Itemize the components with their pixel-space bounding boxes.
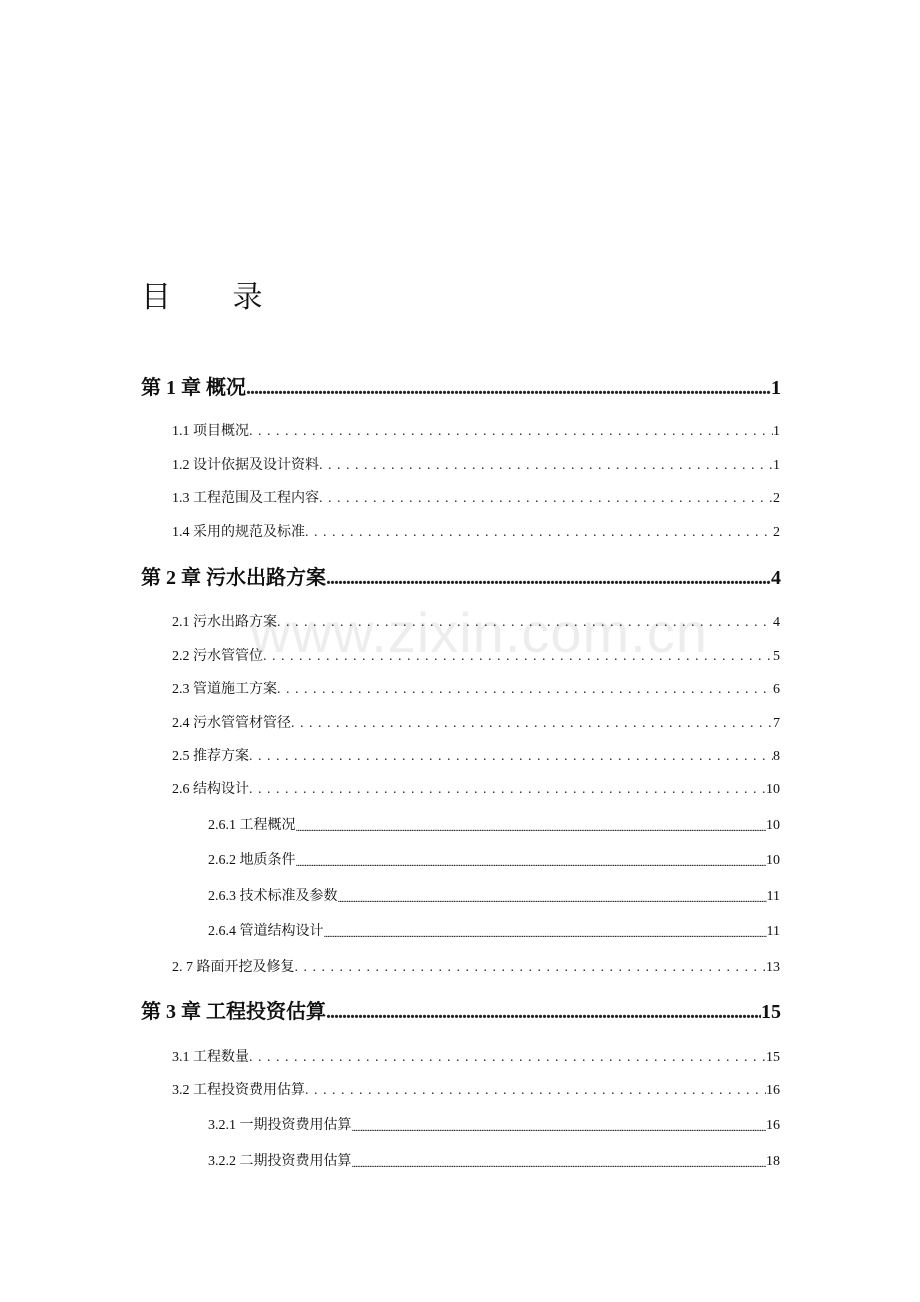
toc-subsection-2-6-3[interactable] — [208, 883, 780, 905]
toc-leader — [277, 615, 773, 631]
toc-section-1-3[interactable] — [172, 485, 780, 507]
toc-subsection-2-6-1[interactable] — [208, 812, 780, 834]
toc-page-number: 2 — [773, 491, 780, 506]
toc-subsection-2-6-2[interactable] — [208, 847, 780, 869]
toc-label: 2.6.2 地质条件 — [208, 853, 296, 868]
toc-label: 第 2 章 污水出路方案 — [141, 567, 326, 589]
toc-label: 3.2 工程投资费用估算 — [172, 1083, 305, 1098]
toc-label: 2.2 污水管管位 — [172, 649, 263, 664]
toc-page-number: 18 — [766, 1154, 780, 1169]
toc-leader — [291, 716, 773, 732]
toc-label: 2.6 结构设计 — [172, 782, 249, 797]
toc-section-2-3[interactable] — [172, 676, 780, 698]
toc-section-1-4[interactable] — [172, 519, 780, 541]
toc-leader — [319, 458, 773, 474]
toc-label: 第 1 章 概况 — [141, 377, 246, 399]
toc-leader — [305, 1083, 766, 1099]
toc-page-number: 4 — [773, 615, 780, 630]
toc-label: 3.2.1 一期投资费用估算 — [208, 1118, 352, 1133]
toc-label: 2.3 管道施工方案 — [172, 682, 277, 697]
toc-page-number: 11 — [766, 889, 780, 904]
toc-leader — [295, 960, 767, 976]
toc-section-3-1[interactable] — [172, 1044, 780, 1066]
toc-page-number: 13 — [766, 960, 780, 975]
toc-label: 3.1 工程数量 — [172, 1050, 249, 1065]
toc-section-2-7[interactable] — [172, 954, 780, 976]
toc-page-number: 4 — [771, 567, 781, 589]
toc-page-number: 15 — [766, 1050, 780, 1065]
toc-label: 1.2 设计依据及设计资料 — [172, 458, 319, 473]
toc-leader — [277, 682, 773, 698]
toc-page-number: 16 — [766, 1118, 780, 1133]
toc-label: 2.6.1 工程概况 — [208, 818, 296, 833]
toc-page-number: 1 — [773, 458, 780, 473]
toc-label: 2.5 推荐方案 — [172, 749, 249, 764]
toc-label: 第 3 章 工程投资估算 — [141, 1001, 326, 1023]
toc-section-2-6[interactable] — [172, 776, 780, 798]
toc-section-2-4[interactable] — [172, 710, 780, 732]
toc-subsection-2-6-4[interactable] — [208, 918, 780, 940]
toc-page-number: 5 — [773, 649, 780, 664]
toc-label: 1.3 工程范围及工程内容 — [172, 491, 319, 506]
toc-page-number: 11 — [766, 924, 780, 939]
toc-section-1-2[interactable] — [172, 452, 780, 474]
toc-page-number: 1 — [773, 424, 780, 439]
toc-leader — [338, 893, 767, 905]
toc-label: 2.4 污水管管材管径 — [172, 716, 291, 731]
toc-page-number: 2 — [773, 525, 780, 540]
toc-leader — [296, 857, 767, 869]
toc-leader — [249, 424, 773, 440]
toc-section-1-1[interactable] — [172, 418, 780, 440]
toc-page-number: 1 — [771, 377, 781, 399]
toc-page-number: 15 — [761, 1001, 781, 1023]
toc-leader — [263, 649, 773, 665]
toc-chapter-2[interactable] — [141, 560, 781, 590]
toc-label: 1.4 采用的规范及标准 — [172, 525, 305, 540]
toc-page-number: 10 — [766, 818, 780, 833]
toc-label: 3.2.2 二期投资费用估算 — [208, 1154, 352, 1169]
toc-page-number: 8 — [773, 749, 780, 764]
toc-leader — [352, 1122, 767, 1134]
toc-page-number: 16 — [766, 1083, 780, 1098]
toc-leader — [249, 749, 773, 765]
toc-subsection-3-2-2[interactable] — [208, 1148, 780, 1170]
toc-label: 1.1 项目概况 — [172, 424, 249, 439]
toc-section-2-5[interactable] — [172, 743, 780, 765]
toc-page-number: 10 — [766, 782, 780, 797]
toc-title: 目 录 — [141, 280, 289, 315]
watermark: www.zixin.com.cn — [250, 601, 708, 664]
toc-page-number: 7 — [773, 716, 780, 731]
toc-page-number: 10 — [766, 853, 780, 868]
toc-leader — [324, 928, 767, 940]
toc-section-2-1[interactable] — [172, 609, 780, 631]
toc-chapter-1[interactable] — [141, 370, 781, 400]
toc-leader — [326, 1001, 761, 1024]
toc-label: 2.1 污水出路方案 — [172, 615, 277, 630]
toc-label: 2.6.4 管道结构设计 — [208, 924, 324, 939]
toc-section-2-2[interactable] — [172, 643, 780, 665]
toc-leader — [249, 782, 766, 798]
toc-leader — [249, 1050, 766, 1066]
toc-leader — [326, 567, 771, 590]
toc-leader — [352, 1158, 767, 1170]
toc-leader — [319, 491, 773, 507]
toc-leader — [296, 822, 767, 834]
toc-label: 2.6.3 技术标准及参数 — [208, 889, 338, 904]
toc-subsection-3-2-1[interactable] — [208, 1112, 780, 1134]
toc-leader — [246, 377, 771, 400]
toc-section-3-2[interactable] — [172, 1077, 780, 1099]
toc-chapter-3[interactable] — [141, 994, 781, 1024]
toc-label: 2. 7 路面开挖及修复 — [172, 960, 295, 975]
toc-page-number: 6 — [773, 682, 780, 697]
toc-leader — [305, 525, 773, 541]
